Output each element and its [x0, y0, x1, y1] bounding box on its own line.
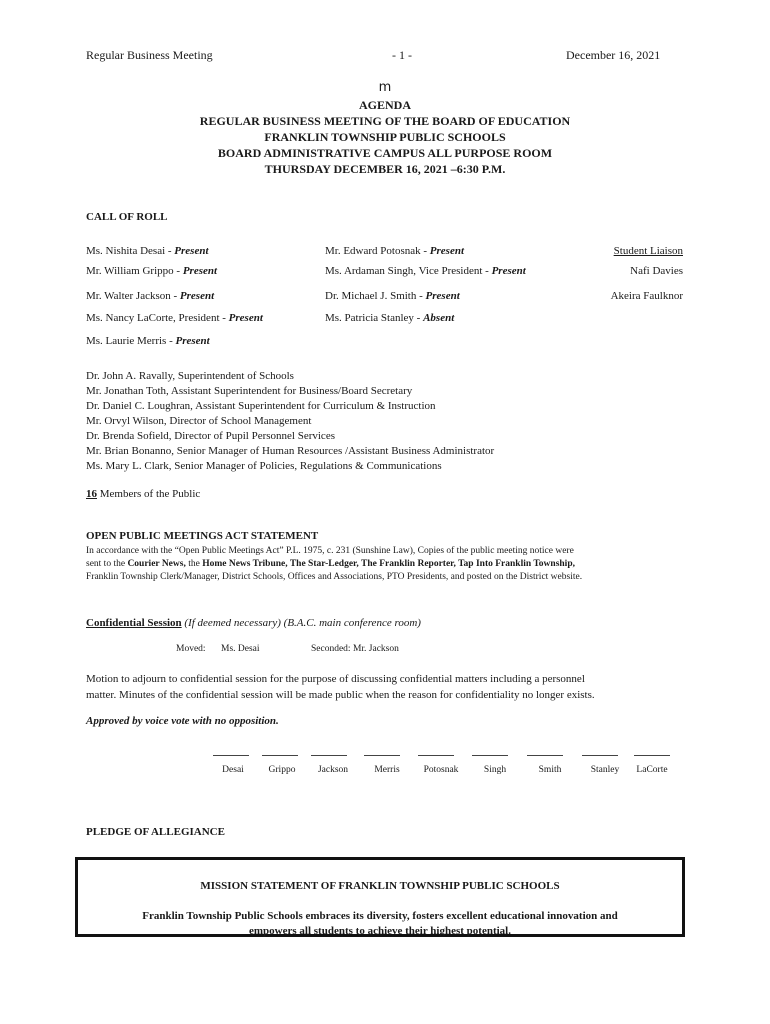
- vote-line: [634, 755, 670, 756]
- vote-line: [472, 755, 508, 756]
- page-number: - 1 -: [392, 48, 412, 62]
- staff-member: Mr. Orvyl Wilson, Director of School Management: [86, 415, 312, 427]
- vote-line: [262, 755, 298, 756]
- vote-line: [418, 755, 454, 756]
- mission-statement-box: [75, 857, 685, 937]
- student-liaison: Akeira Faulknor: [610, 290, 683, 302]
- roll-member: Ms. Nancy LaCorte, President - Present: [86, 312, 263, 324]
- vote-line: [527, 755, 563, 756]
- staff-member: Mr. Brian Bonanno, Senior Manager of Human Resources /Assistant Business Administrator: [86, 445, 495, 457]
- moved-value: Ms. Desai: [221, 644, 260, 654]
- header-date: December 16, 2021: [566, 48, 661, 62]
- roll-member: Ms. Patricia Stanley - Absent: [325, 312, 455, 324]
- roll-member: Dr. Michael J. Smith - Present: [325, 290, 460, 302]
- student-liaison: Nafi Davies: [630, 265, 683, 277]
- voter-name: LaCorte: [636, 765, 668, 775]
- staff-member: Ms. Mary L. Clark, Senior Manager of Policies, Regulations & Communications: [86, 460, 442, 472]
- staff-member: Dr. John A. Ravally, Superintendent of Schools: [86, 370, 294, 382]
- voter-name: Desai: [222, 765, 244, 775]
- opma-statement: In accordance with the “Open Public Meetings Act” P.L. 1975, c. 231 (Sunshine Law), Copies of the public meeting notice were sent to the Courier News, the Home News Tribune, The Star-Ledger, The Franklin Reporter, Tap Into Franklin Township, Franklin Township Clerk/Manager, District Schools, Offices and Associations, PTO Presidents, and posted on the District website.: [86, 546, 583, 582]
- header-mark: m: [378, 80, 392, 95]
- title-line: BOARD ADMINISTRATIVE CAMPUS ALL PURPOSE ROOM: [217, 146, 553, 160]
- title-line: AGENDA: [358, 98, 411, 112]
- staff-list: [86, 369, 494, 474]
- vote-line: [364, 755, 400, 756]
- voter-name: Stanley: [590, 765, 620, 775]
- opma-heading: OPEN PUBLIC MEETINGS ACT STATEMENT: [86, 530, 319, 542]
- roll-member: Ms. Ardaman Singh, Vice President - Present: [325, 265, 526, 277]
- pledge-heading: PLEDGE OF ALLEGIANCE: [86, 826, 225, 838]
- motion-text: Motion to adjourn to confidential session for the purpose of discussing confidential matters including a personnel matter. Minutes of the confidential session will be made public when the reason for confidentiality no longer exists.: [86, 673, 595, 701]
- voter-name: Merris: [374, 765, 400, 775]
- staff-member: Mr. Jonathan Toth, Assistant Superintendent for Business/Board Secretary: [86, 385, 413, 397]
- voter-name: Jackson: [317, 765, 349, 775]
- header-left: Regular Business Meeting: [86, 48, 213, 62]
- roll-member: Ms. Laurie Merris - Present: [86, 335, 210, 347]
- voter-name: Potosnak: [423, 765, 459, 775]
- staff-member: Dr. Brenda Sofield, Director of Pupil Personnel Services: [86, 430, 335, 442]
- voter-name: Smith: [538, 765, 562, 775]
- student-liaison-heading: Student Liaison: [613, 245, 683, 257]
- confidential-heading: Confidential Session (If deemed necessary) (B.A.C. main conference room): [86, 617, 421, 629]
- roll-member: Mr. William Grippo - Present: [86, 265, 218, 277]
- public-count: 16 Members of the Public: [86, 488, 201, 500]
- mission-text: Franklin Township Public Schools embraces its diversity, fosters excellent educational innovation and empowers all students to achieve their highest potential.: [142, 910, 618, 937]
- vote-line: [582, 755, 618, 756]
- moved-label: Moved:: [176, 644, 206, 654]
- roll-member: Mr. Walter Jackson - Present: [86, 290, 215, 302]
- voter-name: Grippo: [268, 765, 296, 775]
- roll-member: Mr. Edward Potosnak - Present: [325, 245, 465, 257]
- seconded: Seconded: Mr. Jackson: [311, 644, 399, 654]
- approval-note: Approved by voice vote with no opposition.: [86, 715, 279, 727]
- roll-member: Ms. Nishita Desai - Present: [86, 245, 209, 257]
- title-line: REGULAR BUSINESS MEETING OF THE BOARD OF EDUCATION: [199, 114, 571, 128]
- vote-line: [213, 755, 249, 756]
- voter-name: Singh: [483, 765, 507, 775]
- staff-member: Dr. Daniel C. Loughran, Assistant Superintendent for Curriculum & Instruction: [86, 400, 436, 412]
- mission-title: MISSION STATEMENT OF FRANKLIN TOWNSHIP PUBLIC SCHOOLS: [200, 880, 560, 892]
- agenda-title: [0, 97, 770, 177]
- vote-line: [311, 755, 347, 756]
- roll-heading: CALL OF ROLL: [86, 211, 168, 223]
- title-line: FRANKLIN TOWNSHIP PUBLIC SCHOOLS: [264, 130, 506, 144]
- title-line: THURSDAY DECEMBER 16, 2021 –6:30 P.M.: [264, 162, 506, 176]
